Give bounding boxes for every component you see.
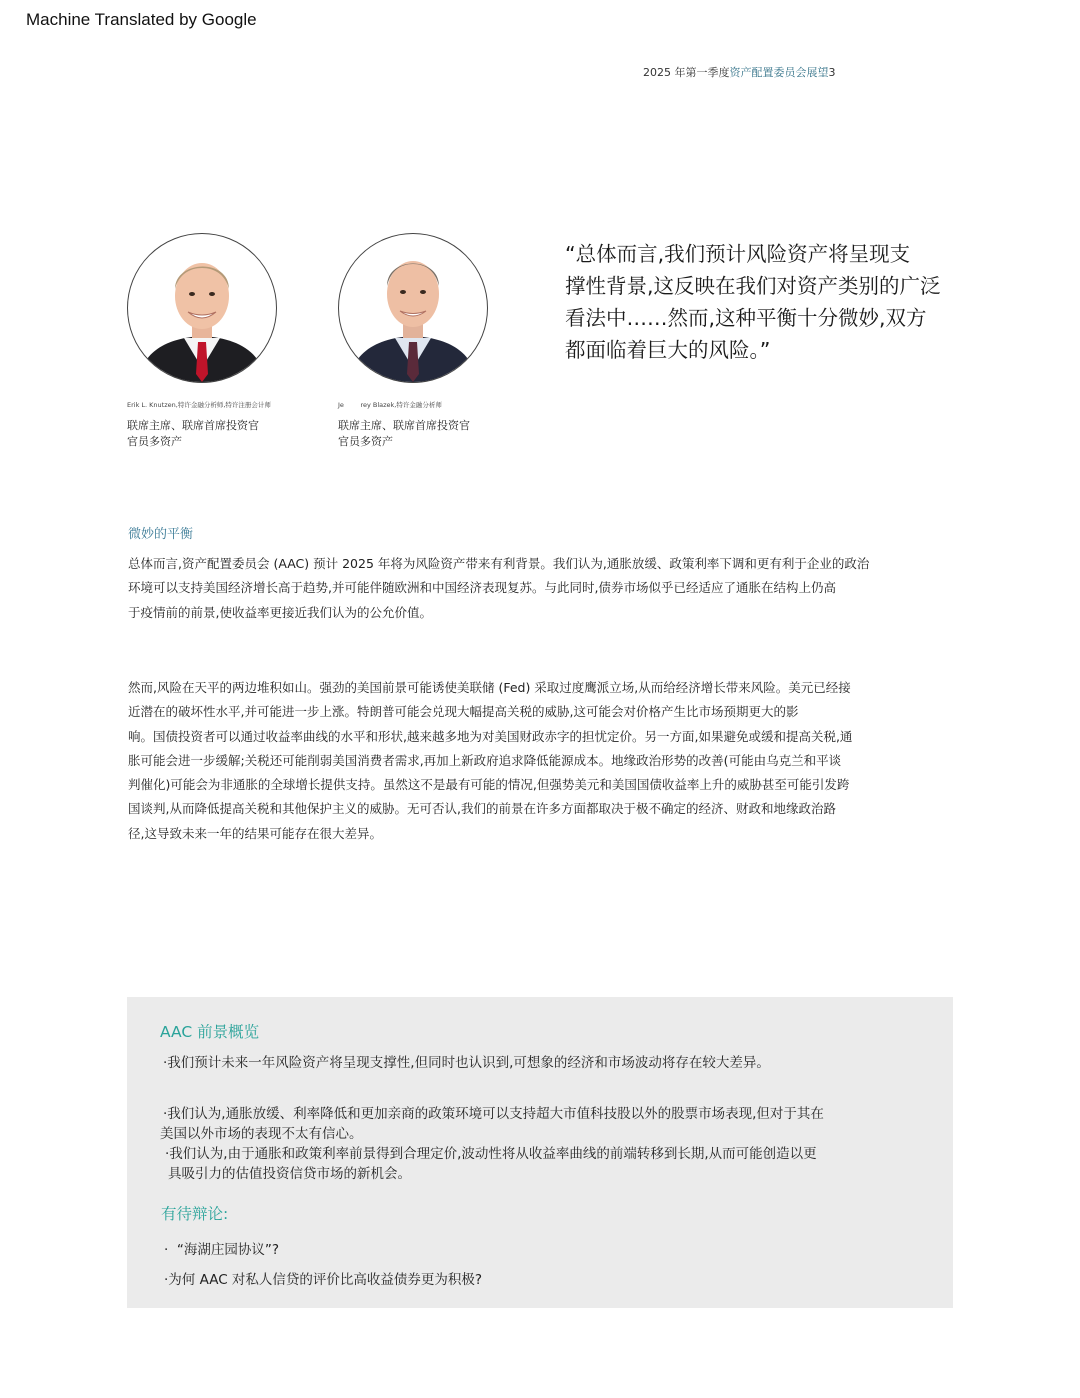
person-2-role-line-2: 官员多资产 (338, 435, 393, 448)
paragraph-line: 国谈判,从而降低提高关税和其他保护主义的威胁。无可否认,我们的前景在许多方面都取决于极不确定的经济、财政和地缘政治路 (128, 801, 836, 817)
quote-line: 都面临着巨大的风险。” (565, 338, 771, 362)
outlook-box-title: AAC 前景概览 (160, 1023, 260, 1041)
person-1-role-line-1: 联席主席、联席首席投资官 (127, 419, 259, 432)
person-2-role-line-1: 联席主席、联席首席投资官 (338, 419, 470, 432)
debate-title: 有待辩论: (161, 1205, 229, 1223)
outlook-bullet-2-line-2: 美国以外市场的表现不太有信心。 (160, 1126, 363, 1142)
portrait-photo-1 (127, 233, 277, 383)
paragraph-line: 近潜在的破坏性水平,并可能进一步上涨。特朗普可能会兑现大幅提高关税的威胁,这可能会对价格产生比市场预期更大的影 (128, 704, 799, 720)
running-header-prefix: 2025 年第一季度 (643, 66, 730, 79)
outlook-bullet-2-line-1: ·我们认为,通胀放缓、利率降低和更加亲商的政策环境可以支持超大市值科技股以外的股票市场表现,但对于其在 (163, 1106, 824, 1122)
quote-line: 看法中……然而,这种平衡十分微妙,双方 (565, 306, 927, 330)
person-2-credit: Je rey Blazek,特许金融分析师 (338, 401, 442, 409)
running-header (643, 64, 836, 80)
machine-translation-banner: Machine Translated by Google (26, 10, 257, 29)
paragraph-2 (128, 676, 938, 846)
quote-line: “总体而言,我们预计风险资产将呈现支 (565, 242, 911, 266)
portrait-photo-2 (338, 233, 488, 383)
section-title: 微妙的平衡 (128, 527, 194, 542)
pull-quote (565, 238, 960, 366)
paragraph-line: 判催化)可能会为非通胀的全球增长提供支持。虽然这不是最有可能的情况,但强势美元和美国国债收益率上升的威胁甚至可能引发跨 (128, 777, 850, 793)
person-illustration-1 (128, 234, 276, 382)
debate-item-1: · “海湖庄园协议”? (164, 1242, 280, 1258)
person-1-role (127, 418, 259, 450)
paragraph-line: 胀可能会进一步缓解;关税还可能削弱美国消费者需求,再加上新政府追求降低能源成本。地缘政治形势的改善(可能由乌克兰和平谈 (128, 752, 842, 768)
debate-item-2: ·为何 AAC 对私人信贷的评价比高收益债券更为积极? (164, 1272, 483, 1288)
quote-line: 撑性背景,这反映在我们对资产类别的广泛 (565, 274, 941, 298)
outlook-bullet-3-line-1: ·我们认为,由于通胀和政策利率前景得到合理定价,波动性将从收益率曲线的前端转移到长期,从而可能创造以更 (165, 1146, 817, 1162)
paragraph-1 (128, 552, 938, 625)
paragraph-line: 于疫情前的前景,使收益率更接近我们认为的公允价值。 (128, 604, 432, 620)
page-number: 3 (828, 66, 836, 79)
paragraph-line: 然而,风险在天平的两边堆积如山。强劲的美国前景可能诱使美联储 (Fed) 采取过度鹰派立场,从而给经济增长带来风险。美元已经接 (128, 680, 851, 695)
outlook-bullet-3-line-2: 具吸引力的估值投资信贷市场的新机会。 (168, 1166, 411, 1182)
person-2-role (338, 418, 470, 450)
paragraph-line: 总体而言,资产配置委员会 (AAC) 预计 2025 年将为风险资产带来有利背景。我们认为,通胀放缓、政策利率下调和更有利于企业的政治 (128, 556, 870, 571)
outlook-bullet-1: ·我们预计未来一年风险资产将呈现支撑性,但同时也认识到,可想象的经济和市场波动将存在较大差异。 (163, 1055, 770, 1071)
paragraph-line: 响。国债投资者可以通过收益率曲线的水平和形状,越来越多地为对美国财政赤字的担忧定价。另一方面,如果避免或缓和提高关税,通 (128, 728, 853, 744)
paragraph-line: 径,这导致未来一年的结果可能存在很大差异。 (128, 825, 382, 841)
person-illustration-2 (339, 234, 487, 382)
person-1-credit: Erik L. Knutzen,特许金融分析师,特许注册会计师 (127, 401, 271, 409)
running-header-title: 资产配置委员会展望 (729, 66, 829, 79)
person-1-role-line-2: 官员多资产 (127, 435, 182, 448)
paragraph-line: 环境可以支持美国经济增长高于趋势,并可能伴随欧洲和中国经济表现复苏。与此同时,债券市场似乎已经适应了通胀在结构上仍高 (128, 580, 836, 596)
